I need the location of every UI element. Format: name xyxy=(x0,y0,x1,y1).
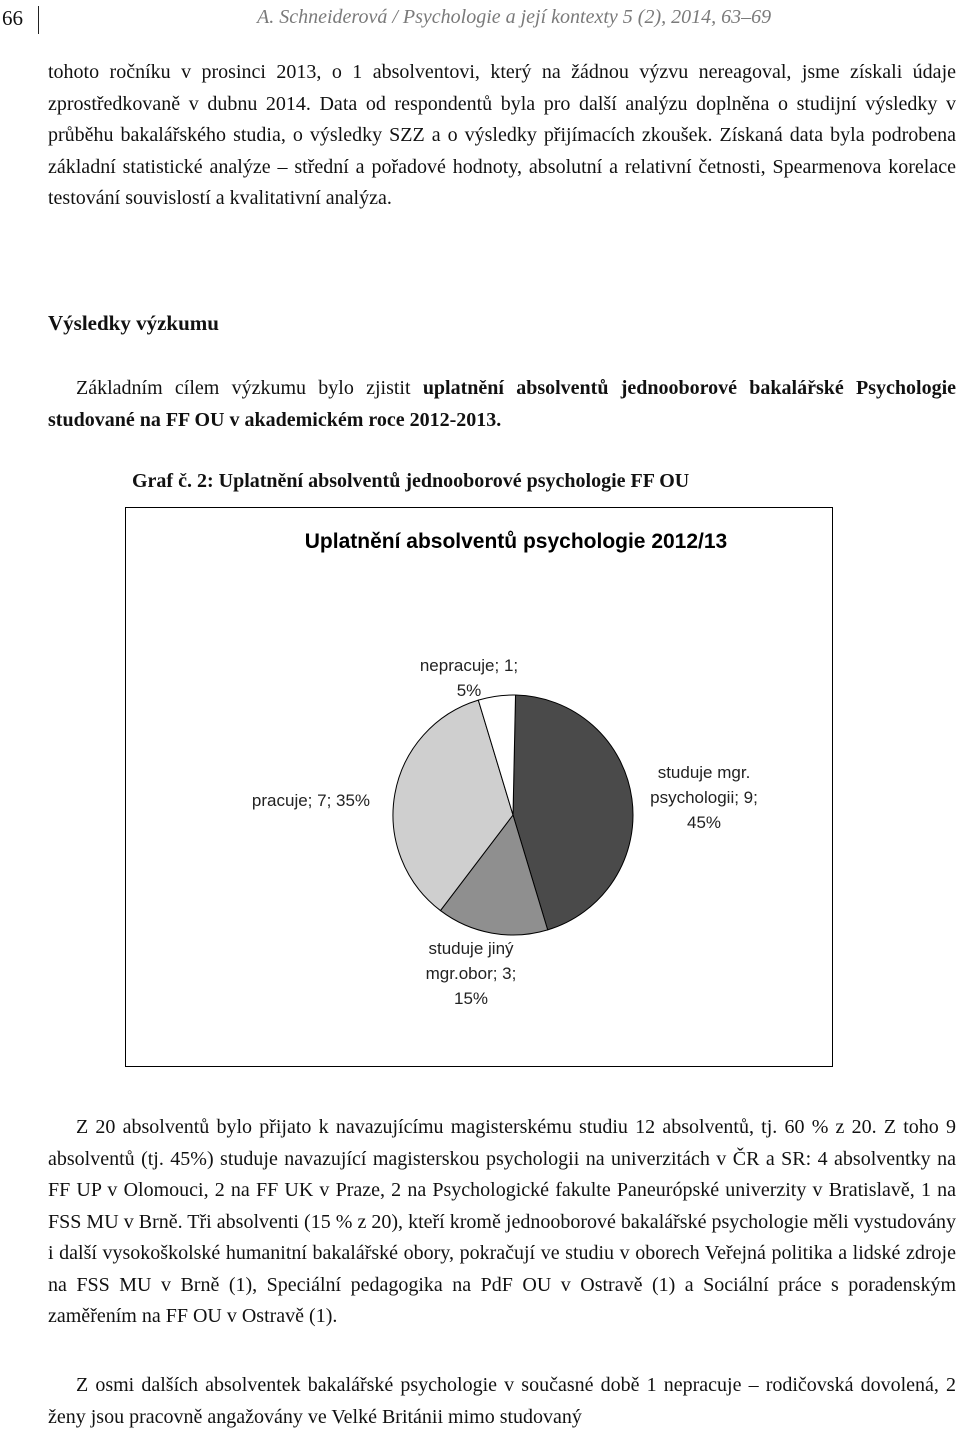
data-label-studuje-mgr-psychologii: studuje mgr. psychologii; 9; 45% xyxy=(650,763,758,832)
header-divider xyxy=(38,6,39,34)
page-number: 66 xyxy=(2,6,23,30)
aim-bold-text: uplatnění absolventů jednooborové bakalářské Psychologie studované na FF OU v akademickém roce 2012-2013. xyxy=(48,377,957,431)
body-paragraph-2: Z osmi dalších absolventek bakalářské psychologie v současné době 1 nepracuje – rodičovská dovolená, 2 ženy jsou pracovně angažovány ve Velké Británii mimo studovaný xyxy=(48,1374,956,1428)
page-header xyxy=(0,0,960,40)
body-paragraph-1: Z 20 absolventů bylo přijato k navazujícímu magisterskému studiu 12 absolventů, tj. 60 % z 20. Z toho 9 absolventů (tj. 45%) studuje navazující magisterskou psychologii na univerzitách v ČR a SR: 4 absolventky na FF UP v Olomouci, 2 na FF UK v Praze, 2 na Psychologické fakulte Paneurópské univerzity v Bratislavě, 1 na FSS MU v Brně. Tři absolventi (15 % z 20), kteří kromě jednooborové bakalářské psychologie měli vystudovány i další vysokoškolské humanitní bakalářské obory, pokračují ve studiu v oborech Veřejná politika a lidské zdroje na FSS MU v Brně (1), Speciální pedagogika na PdF OU v Ostravě (1) a Sociální práce s poradenským zaměřením na FF OU v Ostravě (1). xyxy=(48,1116,956,1327)
section-heading: Výsledky výzkumu xyxy=(48,311,219,335)
pie-chart xyxy=(126,508,834,1068)
figure-caption: Graf č. 2: Uplatnění absolventů jednooborové psychologie FF OU xyxy=(132,470,690,492)
aim-lead-text: Základním cílem výzkumu bylo zjistit xyxy=(76,377,423,399)
data-label-nepracuje: nepracuje; 1; 5% xyxy=(419,656,519,700)
chart-title: Uplatnění absolventů psychologie 2012/13 xyxy=(304,530,728,553)
data-label-studuje-jiny-obor: studuje jiný mgr.obor; 3; 15% xyxy=(425,939,517,1008)
running-head: A. Schneiderová / Psychologie a její kontexty 5 (2), 2014, 63–69 xyxy=(257,6,772,28)
data-label-pracuje: pracuje; 7; 35% xyxy=(251,791,371,810)
pie-slices xyxy=(393,695,633,935)
pie-chart-frame xyxy=(125,507,833,1067)
intro-paragraph: tohoto ročníku v prosinci 2013, o 1 absolventovi, který na žádnou výzvu nereagoval, jsme získali údaje zprostředkovaně v dubnu 2014. Data od respondentů byla pro další analýzu doplněna o studijní výsledky v průběhu bakalářského studia, o výsledky SZZ a o výsledky přijímacích zkoušek. Získaná data byla podrobena základní statistické analýze – střední a pořadové hodnoty, absolutní a relativní četnosti, Spearmenova korelace testování souvislostí a kvalitativní analýza. xyxy=(48,61,956,209)
aim-paragraph xyxy=(48,373,956,436)
